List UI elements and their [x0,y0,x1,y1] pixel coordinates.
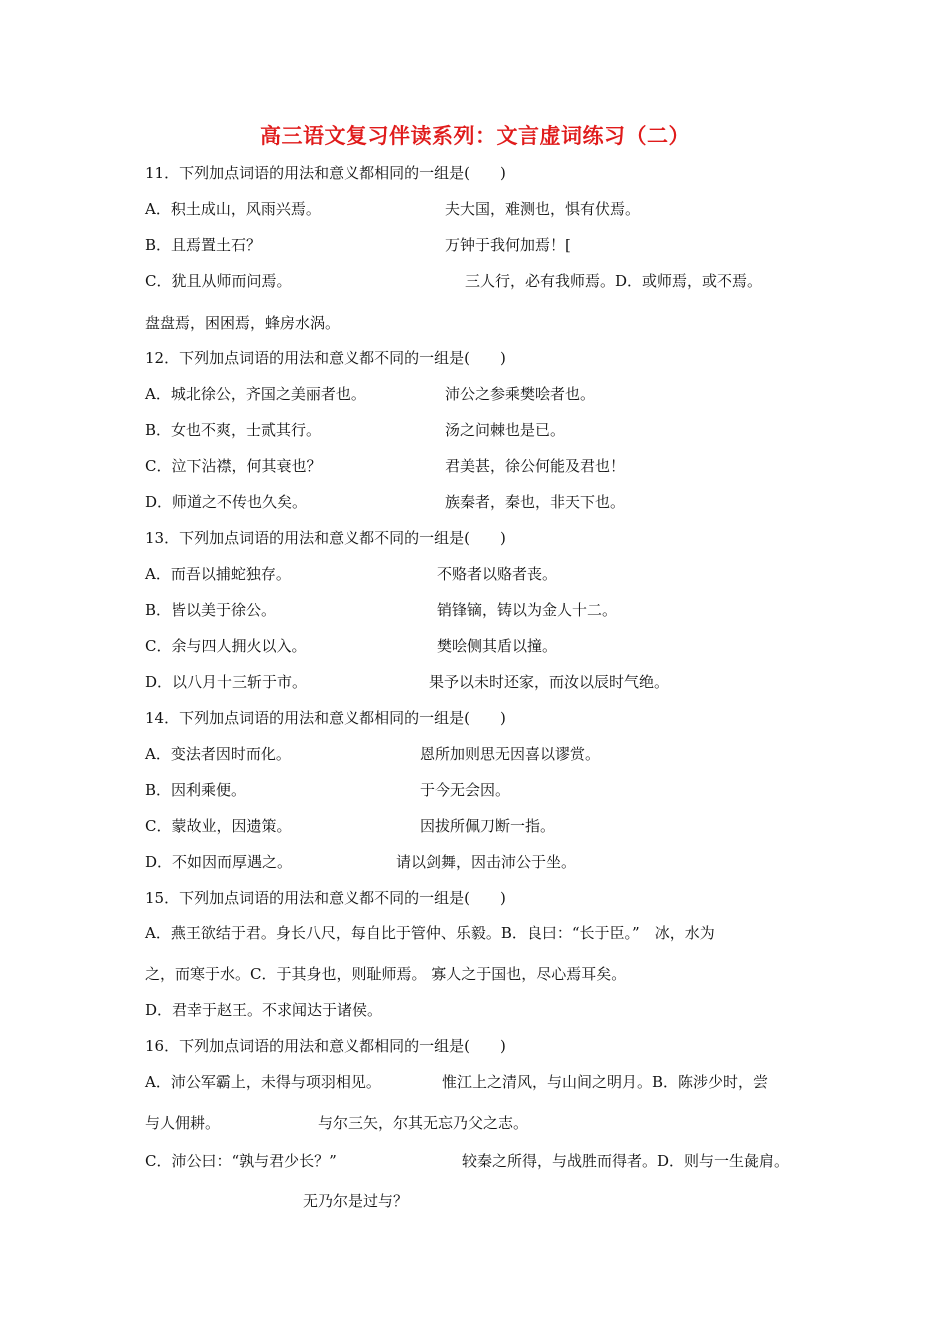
q13-option-b-left: B．皆以美于徐公。 [145,601,277,619]
q14-option-d-right: 请以剑舞，因击沛公于坐。 [396,853,577,871]
q15-line-3: D．君幸于赵王。不求闻达于诸侯。 [145,1001,383,1019]
q12-option-d-right: 族秦者，秦也，非天下也。 [445,493,626,511]
document-title: 高三语文复习伴读系列：文言虚词练习（二） [260,123,690,148]
q13-option-a-left: A．而吾以捕蛇独存。 [145,565,291,583]
q11-option-b-left: B．且焉置土石？ [145,236,262,254]
q11-option-a-right: 夫大国，难测也，惧有伏焉。 [445,200,641,218]
q14-option-b-left: B．因利乘便。 [145,781,247,799]
q14-option-b-right: 于今无会因。 [420,781,511,799]
q11-stem: 11．下列加点词语的用法和意义都相同的一组是( ) [145,164,506,182]
q16-line-1-right: 惟江上之清风，与山间之明月。B．陈涉少时，尝 [442,1073,769,1091]
q11-option-c-right: 三人行，必有我师焉。D．或师焉，或不焉。 [465,272,763,290]
q14-option-c-left: C．蒙故业，因遗策。 [145,817,292,835]
q11-option-d: 盘盘焉，困困焉，蜂房水涡。 [145,314,341,332]
q13-stem: 13．下列加点词语的用法和意义都不同的一组是( ) [145,529,506,547]
q12-option-b-right: 汤之问棘也是已。 [445,421,566,439]
q16-line-4: 无乃尔是过与？ [303,1192,409,1210]
q16-stem: 16．下列加点词语的用法和意义都相同的一组是( ) [145,1037,506,1055]
q13-option-d-left: D．以八月十三斩于市。 [145,673,308,691]
q12-option-a-left: A．城北徐公，齐国之美丽者也。 [145,385,366,403]
q14-option-c-right: 因拔所佩刀断一指。 [420,817,556,835]
q15-stem: 15．下列加点词语的用法和意义都不同的一组是( ) [145,889,506,907]
q14-stem: 14．下列加点词语的用法和意义都相同的一组是( ) [145,709,506,727]
q14-option-a-right: 恩所加则思无因喜以谬赏。 [420,745,601,763]
q16-line-3-left: C．沛公曰：“孰与君少长？” [145,1152,337,1170]
q12-option-d-left: D．师道之不传也久矣。 [145,493,308,511]
q11-option-a-left: A．积土成山，风雨兴焉。 [145,200,321,218]
q14-option-a-left: A．变法者因时而化。 [145,745,291,763]
q12-stem: 12．下列加点词语的用法和意义都不同的一组是( ) [145,349,506,367]
q16-line-3-right: 较秦之所得，与战胜而得者。D．则与一生彘肩。 [462,1152,790,1170]
q13-option-b-right: 销锋镝，铸以为金人十二。 [437,601,618,619]
q13-option-a-right: 不赂者以赂者丧。 [437,565,558,583]
q11-option-c-left: C．犹且从师而问焉。 [145,272,292,290]
q12-option-b-left: B．女也不爽，士贰其行。 [145,421,322,439]
q13-option-c-left: C．余与四人拥火以入。 [145,637,307,655]
q15-line-1: A．燕王欲结于君。身长八尺，每自比于管仲、乐毅。B．良曰：“长于臣。” 冰，水为 [145,924,715,942]
q13-option-d-right: 果予以未时还家，而汝以辰时气绝。 [429,673,670,691]
q12-option-c-right: 君美甚，徐公何能及君也！ [445,457,626,475]
q16-line-1-left: A．沛公军霸上，未得与项羽相见。 [145,1073,381,1091]
q14-option-d-left: D．不如因而厚遇之。 [145,853,293,871]
q12-option-a-right: 沛公之参乘樊哙者也。 [445,385,596,403]
q16-line-2-right: 与尔三矢，尔其无忘乃父之志。 [318,1114,529,1132]
q15-line-2: 之，而寒于水。C．于其身也，则耻师焉。 寡人之于国也，尽心焉耳矣。 [145,965,627,983]
q16-line-2-left: 与人佣耕。 [145,1114,221,1132]
q11-option-b-right: 万钟于我何加焉！[ [445,236,571,254]
q12-option-c-left: C．泣下沾襟，何其衰也？ [145,457,322,475]
q13-option-c-right: 樊哙侧其盾以撞。 [437,637,558,655]
